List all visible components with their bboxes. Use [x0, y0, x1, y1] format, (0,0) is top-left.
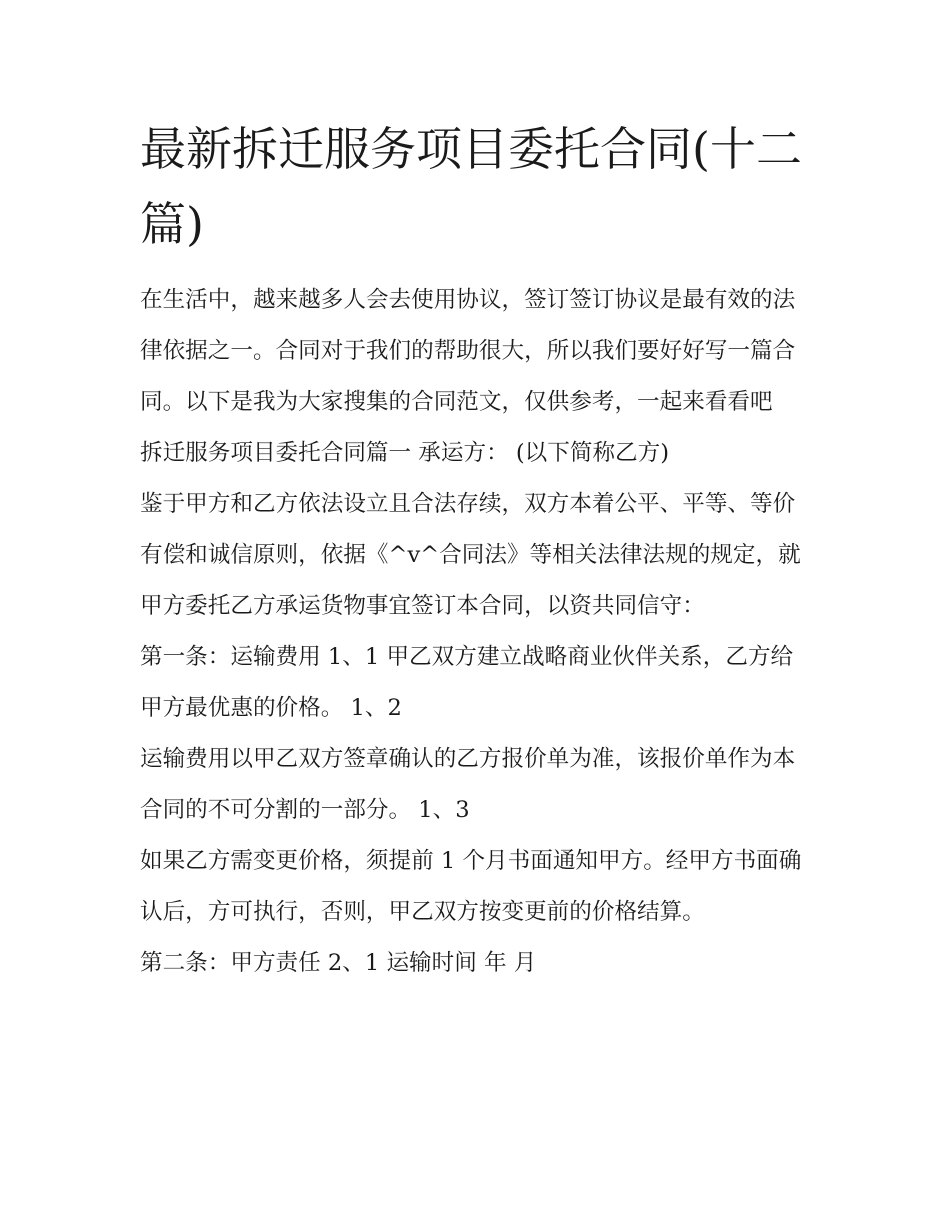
clause-1-3-paragraph: 如果乙方需变更价格，须提前 1 个月书面通知甲方。经甲方书面确认后，方可执行，否则，甲乙双方按变更前的价格结算。	[140, 848, 802, 925]
clause-2-heading-paragraph: 第二条：甲方责任 2、1 运输时间 年 月	[140, 950, 537, 976]
preamble-paragraph: 鉴于甲方和乙方依法设立且合法存续，双方本着公平、平等、等价有偿和诚信原则，依据《^v^合同法》等相关法律法规的规定，就甲方委托乙方承运货物事宜签订本合同，以资共同信守：	[140, 491, 801, 619]
document-body	[140, 275, 812, 989]
clause-1-2-paragraph: 运输费用以甲乙双方签章确认的乙方报价单为准，该报价单作为本合同的不可分割的一部分。 1、3	[140, 746, 796, 823]
document-title: 最新拆迁服务项目委托合同(十二篇)	[140, 122, 802, 251]
intro-paragraph: 在生活中，越来越多人会去使用协议，签订签订协议是最有效的法律依据之一。合同对于我们的帮助很大，所以我们要好好写一篇合同。以下是我为大家搜集的合同范文，仅供参考，一起来看看吧	[140, 287, 796, 415]
clause-1-1-paragraph: 第一条：运输费用 1、1 甲乙双方建立战略商业伙伴关系，乙方给甲方最优惠的价格。 1、2	[140, 644, 794, 721]
section-heading-contract-one: 拆迁服务项目委托合同篇一 承运方： (以下简称乙方)	[140, 440, 670, 466]
